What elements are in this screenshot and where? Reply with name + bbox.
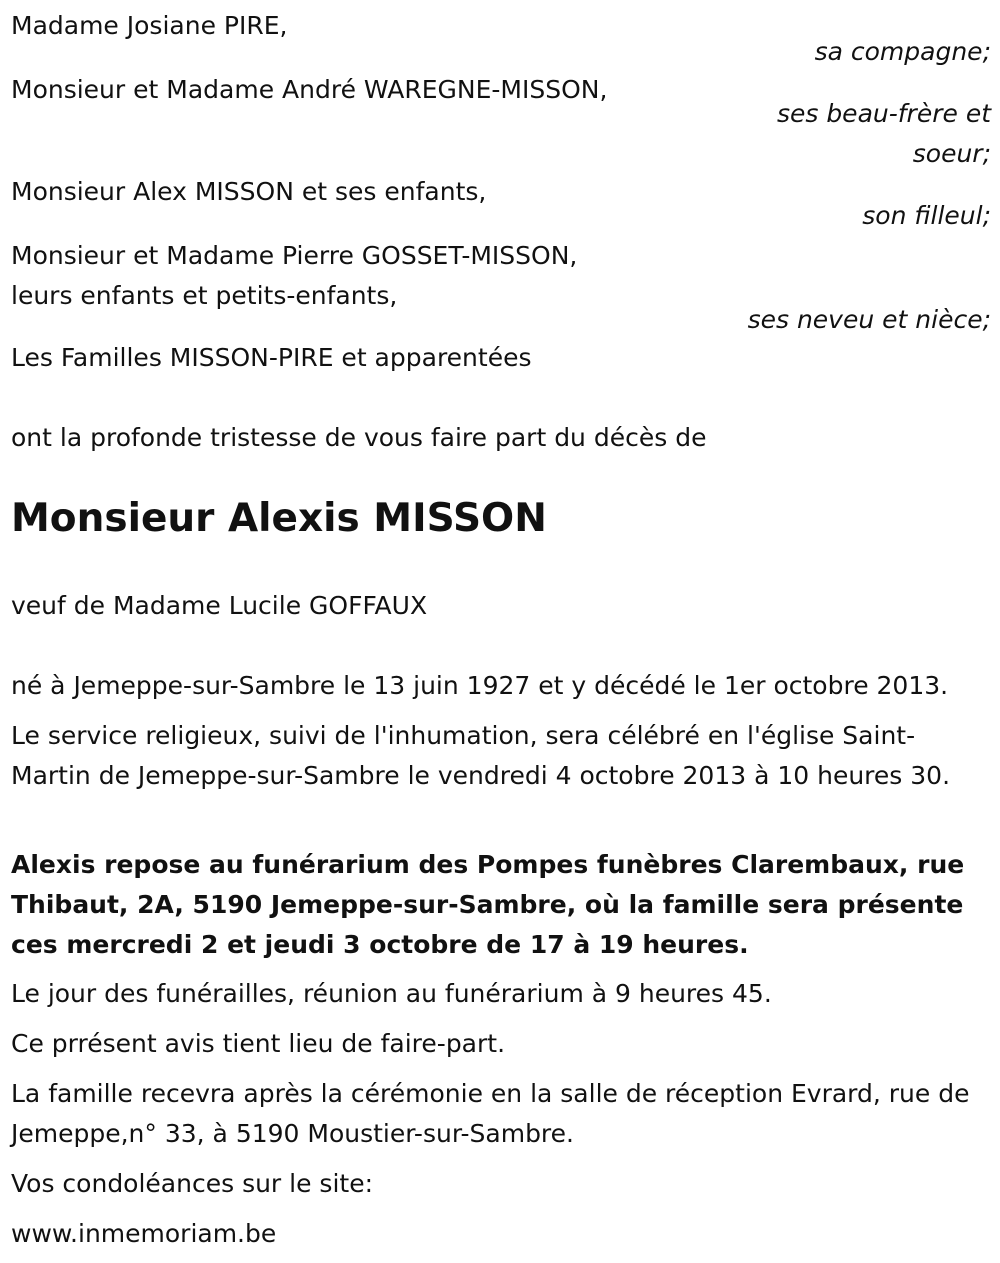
reception-text: La famille recevra après la cérémonie en la salle de réception Evrard, rue de Jemeppe,n° 33, à 5190 Moustier-sur-Sambre. — [11, 1079, 970, 1148]
family-member-1-relation: sa compagne; — [814, 37, 991, 66]
condolences-label: Vos condoléances sur le site: — [11, 1169, 374, 1198]
family-member-2-relation-line1: ses beau-frère et — [776, 99, 991, 128]
religious-service-text: Le service religieux, suivi de l'inhumation, sera célébré en l'église Saint-Martin de Jemeppe-sur-Sambre le vendredi 4 octobre 2013 à 10 heures 30. — [11, 721, 951, 790]
family-member-3-relation: son filleul; — [862, 201, 991, 230]
announcement-text: ont la profonde tristesse de vous faire part du décès de — [11, 423, 707, 452]
deceased-name: Monsieur Alexis MISSON — [11, 496, 547, 541]
meeting-text: Le jour des funérailles, réunion au funérarium à 9 heures 45. — [11, 979, 772, 1008]
widower-of-text: veuf de Madame Lucile GOFFAUX — [11, 591, 428, 620]
family-member-4-name-line1: Monsieur et Madame Pierre GOSSET-MISSON, — [11, 241, 578, 270]
family-member-2-relation-line2: soeur; — [912, 139, 991, 168]
notice-text: Ce prrésent avis tient lieu de faire-part. — [11, 1029, 506, 1058]
birth-death-text: né à Jemeppe-sur-Sambre le 13 juin 1927 et y décédé le 1er octobre 2013. — [11, 671, 949, 700]
family-member-4-relation: ses neveu et nièce; — [747, 305, 991, 334]
family-member-4-name-line2: leurs enfants et petits-enfants, — [11, 281, 398, 310]
funerarium-text: Alexis repose au funérarium des Pompes funèbres Clarembaux, rue Thibaut, 2A, 5190 Jemeppe-sur-Sambre, où la famille sera présente ces mercredi 2 et jeudi 3 octobre de 17 à 19 heures. — [11, 850, 965, 959]
family-member-3-name: Monsieur Alex MISSON et ses enfants, — [11, 177, 487, 206]
website-link[interactable]: www.inmemoriam.be — [11, 1219, 277, 1248]
family-member-2-name: Monsieur et Madame André WAREGNE-MISSON, — [11, 75, 608, 104]
family-member-5-name: Les Familles MISSON-PIRE et apparentées — [11, 343, 532, 372]
family-member-1-name: Madame Josiane PIRE, — [11, 11, 288, 40]
